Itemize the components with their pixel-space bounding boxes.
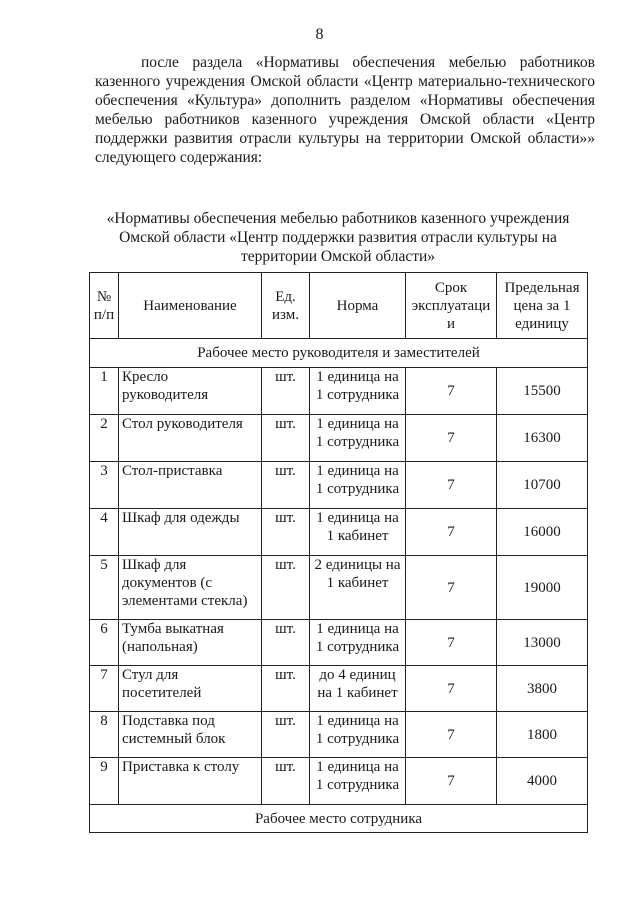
header-name: Наименование [119,273,262,339]
cell-norm: 1 единица на 1 сотрудника [310,462,406,509]
cell-name: Стол-приставка [119,462,262,509]
cell-term: 7 [406,556,497,620]
page-number: 8 [315,26,324,43]
table-row [90,415,588,462]
cell-unit: шт. [262,509,310,556]
cell-name: Кресло руководителя [119,368,262,415]
cell-unit: шт. [262,758,310,805]
table-row [90,462,588,509]
cell-price: 10700 [497,462,588,509]
cell-num: 3 [90,462,119,509]
cell-num: 6 [90,620,119,666]
cell-term: 7 [406,666,497,712]
cell-norm: 2 единицы на 1 кабинет [310,556,406,620]
cell-unit: шт. [262,712,310,758]
cell-norm: 1 единица на 1 сотрудника [310,758,406,805]
cell-num: 5 [90,556,119,620]
intro-line: после раздела «Нормативы обеспечения мебелью работников [141,54,595,71]
table-row [90,666,588,712]
header-num: № п/п [90,273,119,339]
cell-norm: 1 единица на 1 кабинет [310,509,406,556]
cell-num: 1 [90,368,119,415]
cell-norm: 1 единица на 1 сотрудника [310,415,406,462]
cell-name: Тумба выкатная (напольная) [119,620,262,666]
table-header-row [90,273,588,339]
intro-line: мебелью работников казенного учреждения Омской области «Центр [95,111,595,128]
intro-line: поддержки развития отрасли культуры на территории Омской области»» [95,130,595,147]
table-row [90,556,588,620]
cell-num: 4 [90,509,119,556]
table-title: «Нормативы обеспечения мебелью работников казенного учреждения Омской области «Центр поддержки развития отрасли культуры на территории Омской области» [106,210,570,265]
cell-name: Стул для посетителей [119,666,262,712]
section-title: Рабочее место руководителя и заместителей [90,339,588,368]
cell-unit: шт. [262,462,310,509]
cell-price: 3800 [497,666,588,712]
cell-unit: шт. [262,556,310,620]
section-title: Рабочее место сотрудника [90,805,588,833]
cell-term: 7 [406,462,497,509]
cell-term: 7 [406,712,497,758]
cell-num: 8 [90,712,119,758]
cell-norm: 1 единица на 1 сотрудника [310,620,406,666]
cell-term: 7 [406,368,497,415]
cell-norm: до 4 единиц на 1 кабинет [310,666,406,712]
cell-name: Приставка к столу [119,758,262,805]
cell-unit: шт. [262,415,310,462]
table-row [90,368,588,415]
cell-name: Стол руководителя [119,415,262,462]
table-row [90,509,588,556]
cell-price: 16000 [497,509,588,556]
header-term: Срок эксплуатаци и [406,273,497,339]
intro-line: казенного учреждения Омской области «Центр материально-технического [95,73,595,90]
table-row [90,620,588,666]
cell-num: 2 [90,415,119,462]
table-row [90,758,588,805]
cell-term: 7 [406,415,497,462]
cell-term: 7 [406,758,497,805]
cell-price: 13000 [497,620,588,666]
cell-norm: 1 единица на 1 сотрудника [310,712,406,758]
header-unit: Ед. изм. [262,273,310,339]
cell-unit: шт. [262,666,310,712]
norms-table [89,272,588,833]
cell-name: Шкаф для документов (с элементами стекла) [119,556,262,620]
cell-term: 7 [406,620,497,666]
cell-price: 15500 [497,368,588,415]
section-row [90,805,588,833]
cell-term: 7 [406,509,497,556]
cell-name: Подставка под системный блок [119,712,262,758]
header-price: Предельная цена за 1 единицу [497,273,588,339]
cell-price: 19000 [497,556,588,620]
intro-line: следующего содержания: [95,149,263,166]
cell-price: 16300 [497,415,588,462]
cell-name: Шкаф для одежды [119,509,262,556]
table-row [90,712,588,758]
cell-unit: шт. [262,620,310,666]
cell-unit: шт. [262,368,310,415]
cell-num: 9 [90,758,119,805]
section-row [90,339,588,368]
cell-num: 7 [90,666,119,712]
intro-paragraph [95,53,595,167]
intro-line: обеспечения «Культура» дополнить разделом «Нормативы обеспечения [95,92,595,109]
header-norm: Норма [310,273,406,339]
cell-price: 4000 [497,758,588,805]
cell-price: 1800 [497,712,588,758]
cell-norm: 1 единица на 1 сотрудника [310,368,406,415]
